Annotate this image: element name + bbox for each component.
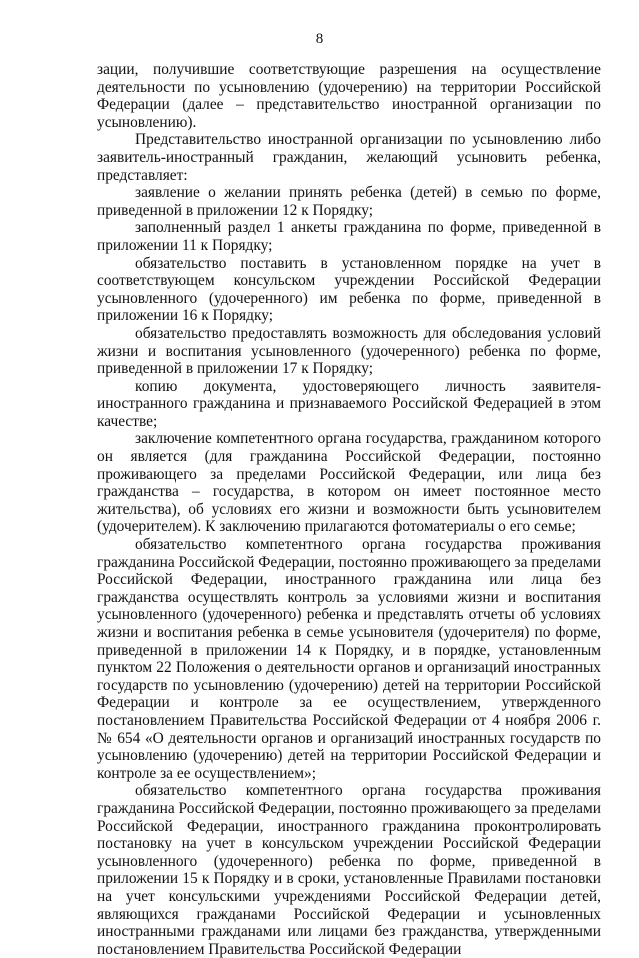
paragraph-representative-submits: Представительство иностранной организации по усыновлению либо заявитель-иностранный гражданин, желающий усыновить ребенка, представляет: bbox=[97, 131, 601, 184]
list-item-inspection-obligation: обязательство предоставлять возможность для обследования условий жизни и воспитания усыновленного (удочеренного) ребенка по форме, приведенной в приложении 17 к Порядку; bbox=[97, 324, 601, 378]
list-item-control-obligation: обязательство компетентного органа государства проживания гражданина Российской Федерации, постоянно проживающего за пределами Российской Федерации, иностранного гражданина или лица без гражданства осуществлять контроль за условиями жизни и воспитания усыновленного (удочеренного) ребенка и представлять отчеты об условиях жизни и воспитания ребенка в семье усыновителя (удочерителя) по форме, приведенной в приложении 14 к Порядку, и в порядке, установленным пунктом 22 Положения о деятельности органов и организаций иностранных государств по усыновлению (удочерению) детей на территории Российской Федерации и контроле за ее осуществлением, утвержденного постановлением Правительства Российской Федерации от 4 ноября 2006 г. № 654 «О деятельности органов и организаций иностранных государств по усыновлению (удочерению) детей на территории Российской Федерации и контроле за ее осуществлением»; bbox=[97, 536, 601, 782]
page-number: 8 bbox=[315, 31, 324, 47]
list-item-registration-obligation: обязательство поставить в установленном порядке на учет в соответствующем консульском учреждении Российской Федерации усыновленного (удочеренного) им ребенка по форме, приведенной в приложении 16 к Порядку; bbox=[97, 254, 601, 325]
list-item-consular-registration-obligation: обязательство компетентного органа государства проживания гражданина Российской Федерации, постоянно проживающего за пределами Российской Федерации, иностранного гражданина проконтролировать постановку на учет в консульском учреждении Российской Федерации усыновленного (удочеренного) ребенка по форме, приведенной в приложении 15 к Порядку и в сроки, установленные Правилами постановки на учет консульскими учреждениями Российской Федерации детей, являющихся гражданами Российской Федерации и усыновленных иностранными гражданами или лицами без гражданства, утвержденными постановлением Правительства Российской Федерации bbox=[97, 782, 601, 958]
list-item-questionnaire: заполненный раздел 1 анкеты гражданина по форме, приведенной в приложении 11 к Порядку; bbox=[97, 219, 601, 254]
list-item-identity-document: копию документа, удостоверяющего личность заявителя-иностранного гражданина и признаваемого Российской Федерацией в этом качестве; bbox=[97, 377, 601, 430]
list-item-authority-conclusion: заключение компетентного органа государства, гражданином которого он является (для гражданина Российской Федерации, постоянно проживающего за пределами Российской Федерации, или лица без гражданства – государства, в котором он имеет постоянное место жительства), об условиях его жизни и возможности быть усыновителем (удочерителем). К заключению прилагаются фотоматериалы о его семье; bbox=[97, 430, 601, 536]
list-item-application: заявление о желании принять ребенка (детей) в семью по форме, приведенной в приложении 12 к Порядку; bbox=[97, 184, 601, 219]
paragraph-continuation: зации, получившие соответствующие разрешения на осуществление деятельности по усыновлению (удочерению) на территории Российской Федерации (далее – представительство иностранной организации по усыновлению). bbox=[97, 61, 601, 131]
document-body bbox=[97, 61, 601, 958]
